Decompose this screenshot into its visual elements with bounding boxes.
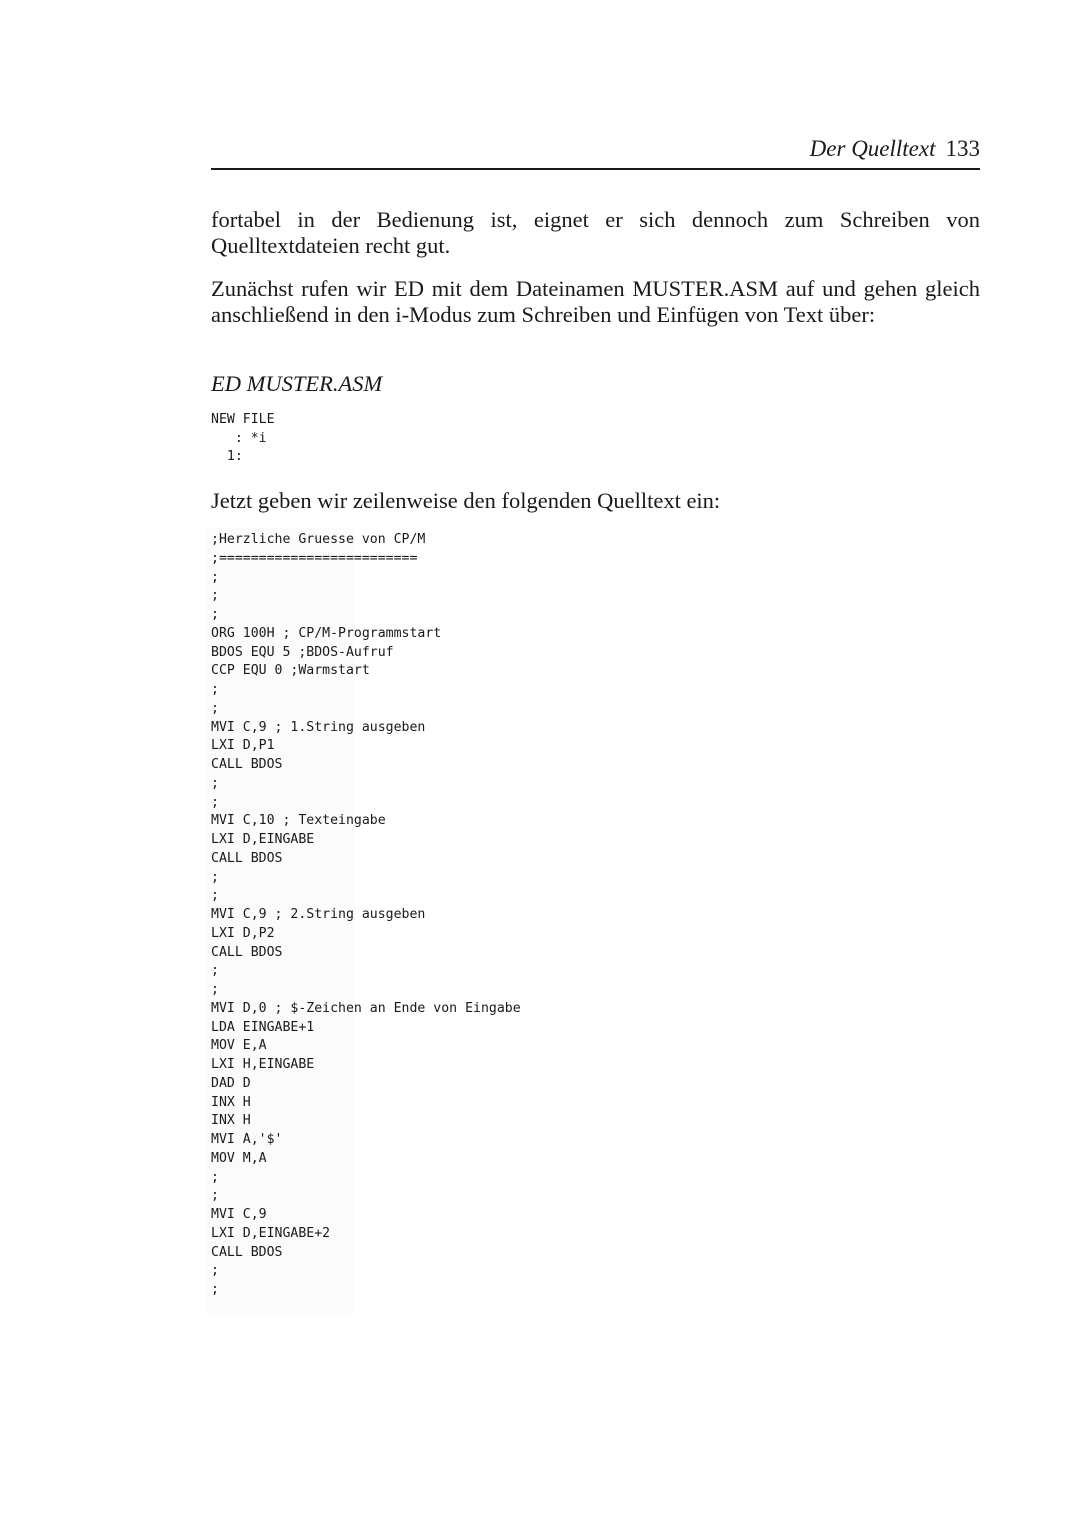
source-code-listing [211, 531, 521, 1300]
code-line: MVI C,10 ; Texteingabe [211, 813, 386, 829]
code-line: ; [211, 775, 219, 791]
code-line: LDA EINGABE+1 [211, 1019, 315, 1035]
code-line: ; [211, 682, 219, 697]
console-line: : *i [211, 430, 267, 446]
header-rule [211, 168, 980, 170]
command-line: ED MUSTER.ASM [211, 371, 383, 396]
code-line: ; [211, 982, 219, 997]
code-line: ; [211, 700, 219, 716]
paragraph-continuation: fortabel in der Bedienung ist, eignet er sich dennoch zum Schreiben von Quelltextdateien recht gut. [211, 207, 980, 258]
code-line: CALL BDOS [211, 944, 283, 960]
code-line: LXI D,P2 [211, 925, 275, 941]
code-line: MOV M,A [211, 1150, 267, 1166]
paragraph-listing-intro: Jetzt geben wir zeilenweise den folgenden Quelltext ein: [211, 488, 721, 513]
code-line: MVI A,'$' [211, 1132, 283, 1147]
code-line: MVI C,9 ; 1.String ausgeben [211, 719, 426, 735]
code-line: ;========================= [211, 550, 418, 566]
code-line: ; [211, 963, 219, 979]
code-line: ; [211, 588, 219, 604]
code-line: CALL BDOS [211, 757, 283, 772]
code-line: DAD D [211, 1075, 251, 1091]
code-line: CCP EQU 0 ;Warmstart [211, 663, 370, 679]
code-line: ; [211, 1263, 219, 1279]
code-line: ;Herzliche Gruesse von CP/M [211, 532, 426, 547]
code-line: LXI D,P1 [211, 738, 275, 754]
code-line: MOV E,A [211, 1038, 267, 1054]
code-line: INX H [211, 1113, 251, 1129]
code-line: ; [211, 888, 219, 904]
code-line: ; [211, 1282, 219, 1297]
code-line: CALL BDOS [211, 1244, 283, 1260]
code-line: CALL BDOS [211, 850, 283, 866]
code-line: ; [211, 869, 219, 885]
page-number: 133 [945, 136, 980, 161]
code-line: ; [211, 1188, 219, 1204]
console-line: NEW FILE [211, 412, 275, 427]
code-line: BDOS EQU 5 ;BDOS-Aufruf [211, 644, 394, 660]
console-line: 1: [211, 449, 243, 465]
console-output [211, 411, 275, 467]
paragraph-ed-intro: Zunächst rufen wir ED mit dem Dateinamen MUSTER.ASM auf und gehen gleich anschließend in den i-Modus zum Schreiben und Einfügen von Text über: [211, 276, 980, 327]
code-line: LXI D,EINGABE [211, 832, 315, 847]
code-line: INX H [211, 1094, 251, 1110]
code-line: ORG 100H ; CP/M-Programmstart [211, 625, 442, 641]
code-line: LXI D,EINGABE+2 [211, 1225, 331, 1241]
code-line: ; [211, 607, 219, 622]
chapter-title: Der Quelltext [809, 136, 936, 161]
code-line: MVI D,0 ; $-Zeichen an Ende von Eingabe [211, 1000, 521, 1016]
code-line: ; [211, 569, 219, 585]
code-line: MVI C,9 ; 2.String ausgeben [211, 907, 426, 922]
code-line: LXI H,EINGABE [211, 1057, 315, 1072]
code-line: ; [211, 794, 219, 810]
running-head [211, 134, 980, 164]
code-line: MVI C,9 [211, 1207, 267, 1222]
code-line: ; [211, 1169, 219, 1185]
